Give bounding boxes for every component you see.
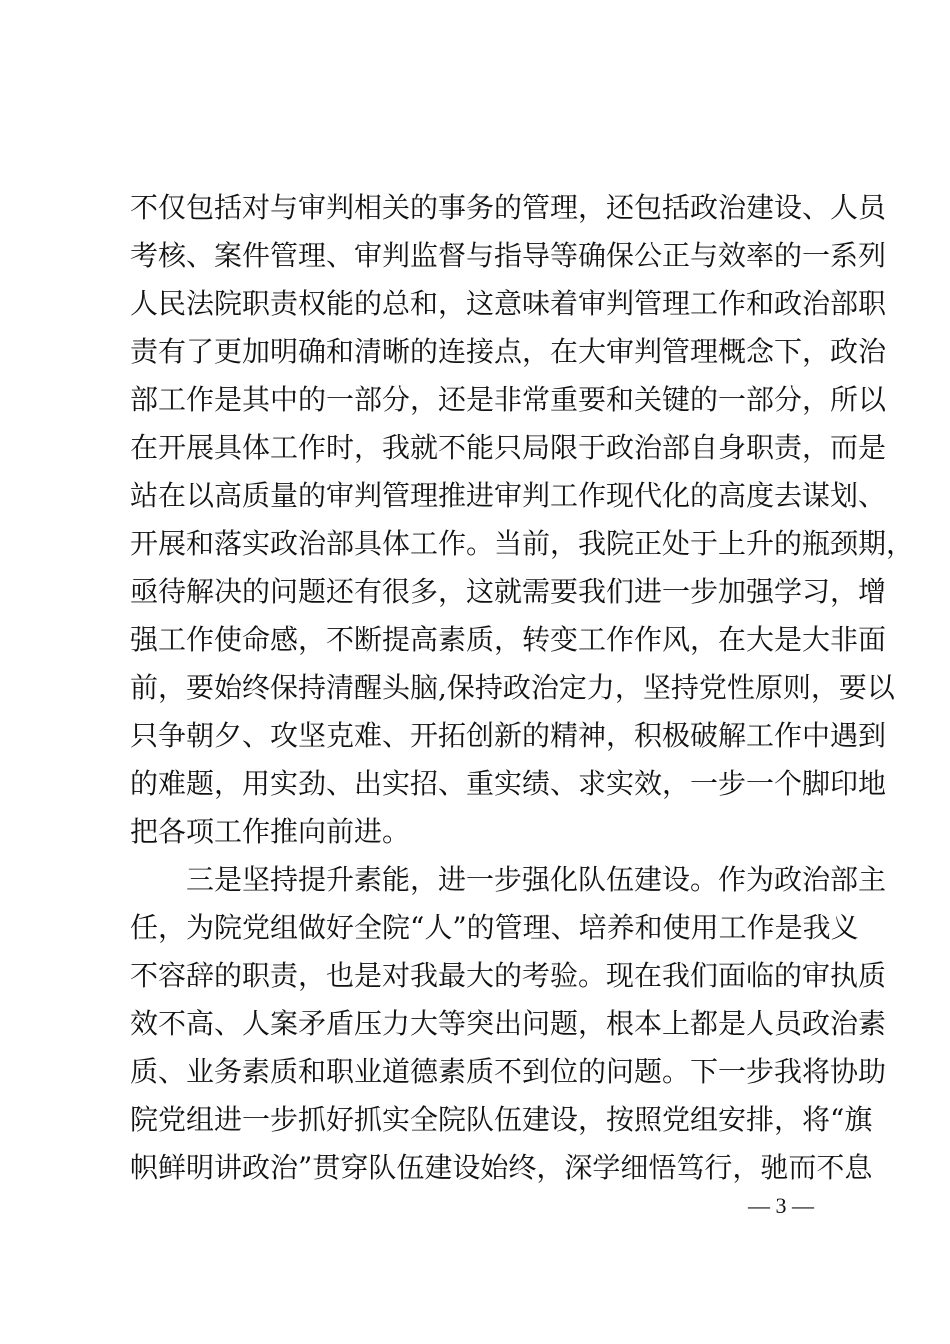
body-text-line: 效不高、人案矛盾压力大等突出问题，根本上都是人员政治素: [130, 1007, 887, 1040]
body-text-line: 开展和落实政治部具体工作。当前，我院正处于上升的瓶颈期，: [130, 527, 915, 560]
body-text-line: 任，为院党组做好全院“人”的管理、培养和使用工作是我义: [130, 911, 859, 944]
body-text-line: 不仅包括对与审判相关的事务的管理，还包括政治建设、人员: [130, 191, 887, 224]
body-text-line: 三是坚持提升素能，进一步强化队伍建设。作为政治部主: [130, 863, 887, 896]
body-text-line: 院党组进一步抓好抓实全院队伍建设，按照党组安排，将“旗: [130, 1103, 873, 1136]
body-text-line: 在开展具体工作时，我就不能只局限于政治部自身职责，而是: [130, 431, 887, 464]
body-text-line: 人民法院职责权能的总和，这意味着审判管理工作和政治部职: [130, 287, 887, 320]
body-text-line: 强工作使命感，不断提高素质，转变工作作风，在大是大非面: [130, 623, 887, 656]
body-text-line: 前，要始终保持清醒头脑,保持政治定力，坚持党性原则，要以: [130, 671, 895, 704]
body-text-line: 把各项工作推向前进。: [130, 815, 411, 848]
body-text-line: 只争朝夕、攻坚克难、开拓创新的精神，积极破解工作中遇到: [130, 719, 887, 752]
body-text-line: 考核、案件管理、审判监督与指导等确保公正与效率的一系列: [130, 239, 887, 272]
body-text-line: 质、业务素质和职业道德素质不到位的问题。下一步我将协助: [130, 1055, 887, 1088]
body-text-line: 亟待解决的问题还有很多，这就需要我们进一步加强学习，增: [130, 575, 887, 608]
body-text-line: 帜鲜明讲政治”贯穿队伍建设始终，深学细悟笃行，驰而不息: [130, 1151, 873, 1184]
page-number: — 3 —: [748, 1193, 814, 1218]
body-text-line: 的难题，用实劲、出实招、重实绩、求实效，一步一个脚印地: [130, 767, 887, 800]
body-text-line: 站在以高质量的审判管理推进审判工作现代化的高度去谋划、: [130, 479, 887, 512]
body-text-line: 不容辞的职责，也是对我最大的考验。现在我们面临的审执质: [130, 959, 887, 992]
body-text-line: 责有了更加明确和清晰的连接点，在大审判管理概念下，政治: [130, 335, 887, 368]
body-text-line: 部工作是其中的一部分，还是非常重要和关键的一部分，所以: [130, 383, 887, 416]
